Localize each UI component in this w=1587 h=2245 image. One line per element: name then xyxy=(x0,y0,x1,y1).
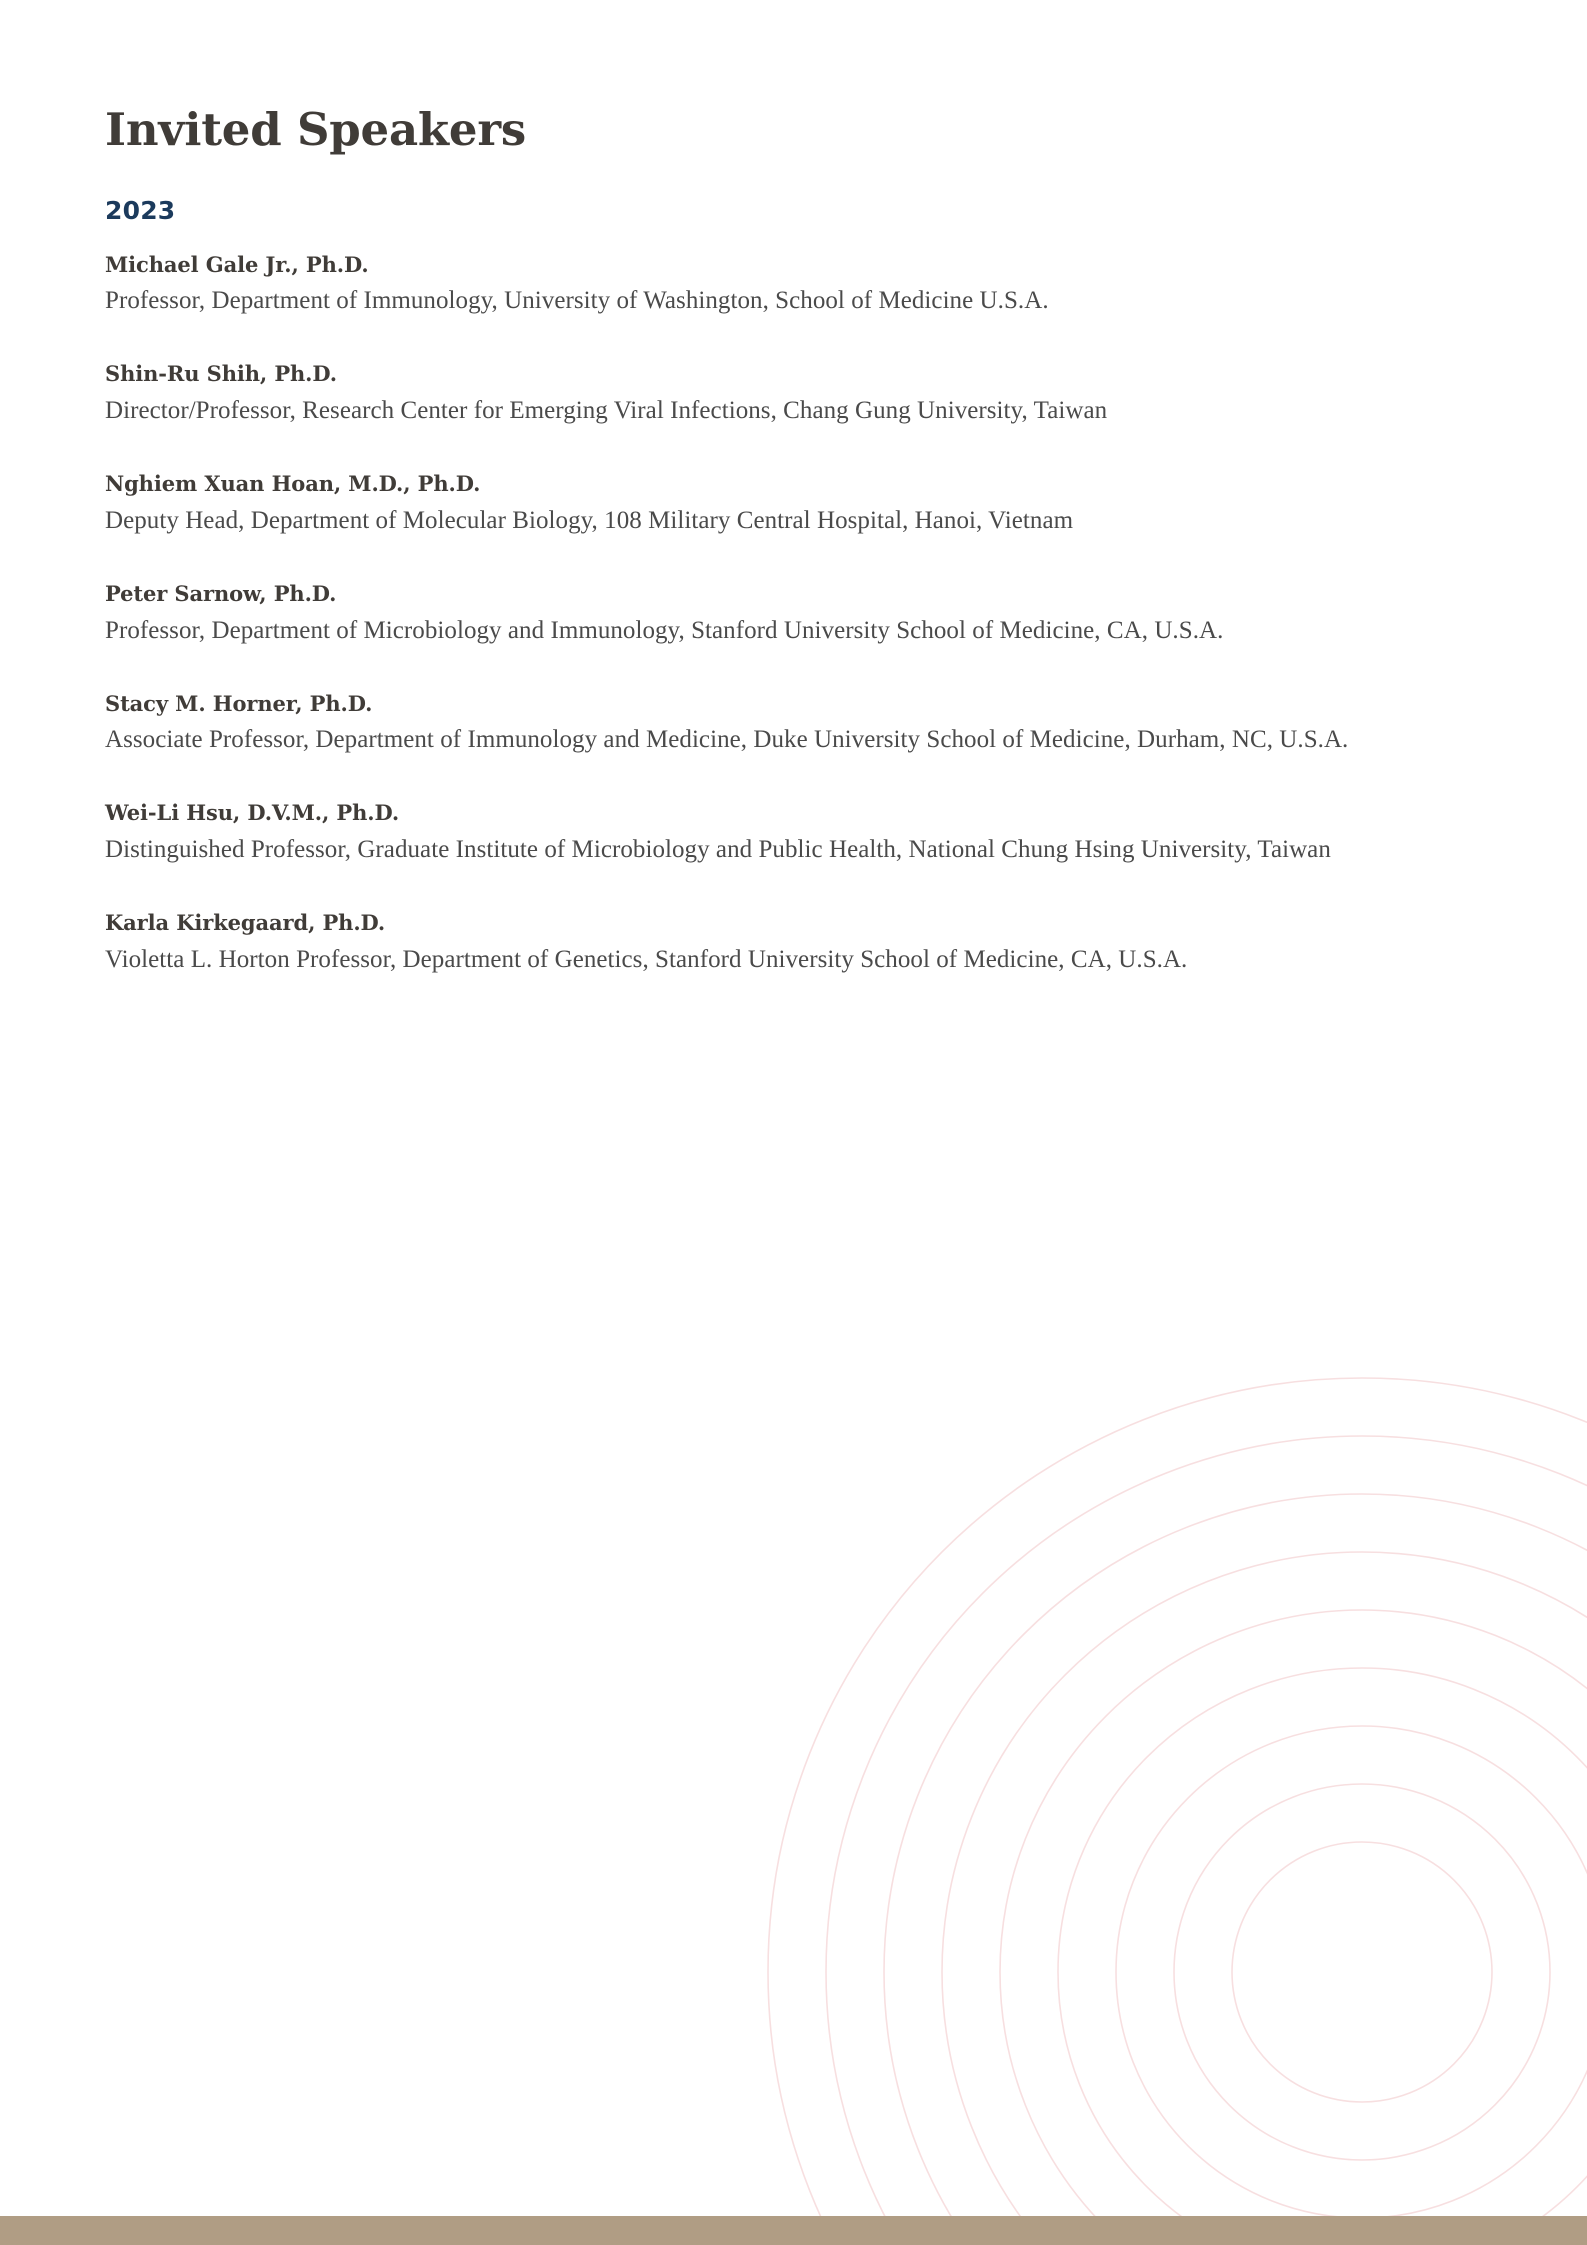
speaker-affiliation: Violetta L. Horton Professor, Department of Genetics, Stanford University School of Medicine, CA, U.S.A. xyxy=(105,945,1188,973)
speaker-affiliation: Associate Professor, Department of Immunology and Medicine, Duke University School of Medicine, Durham, NC, U.S.A. xyxy=(105,726,1349,754)
speaker-affiliation: Distinguished Professor, Graduate Institute of Microbiology and Public Health, National Chung Hsing University, Taiwan xyxy=(105,836,1331,863)
speaker-entry xyxy=(105,799,1435,869)
speaker-affiliation: Deputy Head, Department of Molecular Biology, 108 Military Central Hospital, Hanoi, Vietnam xyxy=(105,506,1074,534)
speaker-name: Shin-Ru Shih, Ph.D. xyxy=(105,361,337,387)
speaker-affiliation: Director/Professor, Research Center for Emerging Viral Infections, Chang Gung University, Taiwan xyxy=(105,397,1108,425)
speaker-entry xyxy=(105,909,1435,979)
year-section-heading: 2023 xyxy=(105,196,176,226)
speaker-affiliation: Professor, Department of Immunology, University of Washington, School of Medicine U.S.A. xyxy=(105,287,1049,315)
speaker-entry xyxy=(105,360,1435,430)
speaker-entry xyxy=(105,470,1435,540)
speaker-name: Nghiem Xuan Hoan, M.D., Ph.D. xyxy=(105,471,481,497)
speaker-entry xyxy=(105,580,1435,650)
invited-speakers-list xyxy=(105,225,1482,979)
speaker-name: Michael Gale Jr., Ph.D. xyxy=(105,251,369,277)
speaker-name: Stacy M. Horner, Ph.D. xyxy=(105,690,373,716)
speaker-affiliation: Professor, Department of Microbiology and Immunology, Stanford University School of Medicine, CA, U.S.A. xyxy=(105,616,1224,644)
speaker-entry xyxy=(105,690,1435,760)
speaker-entry xyxy=(105,251,1435,321)
speaker-name: Wei-Li Hsu, D.V.M., Ph.D. xyxy=(105,800,400,826)
footer-accent-bar xyxy=(0,2216,1587,2245)
speaker-name: Karla Kirkegaard, Ph.D. xyxy=(105,910,386,935)
page-title: Invited Speakers xyxy=(105,103,526,156)
document-body xyxy=(0,0,1587,979)
speaker-name: Peter Sarnow, Ph.D. xyxy=(105,580,337,606)
